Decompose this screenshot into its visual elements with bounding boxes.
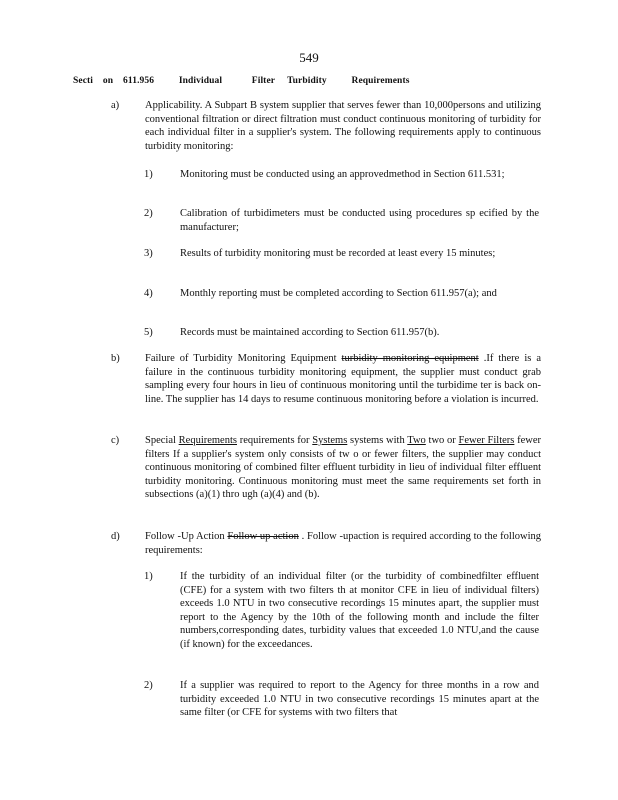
section-heading: Secti on 611.956 Individual Filter Turbidity Requirements bbox=[73, 76, 410, 86]
deleted-text: Follow up action bbox=[227, 531, 299, 542]
item-d-1-text: If the turbidity of an individual filter (or the turbidity of combinedfilter effluent (CFE) for a system with two filters th at monitor CFE in lieu of individual filters) exceeds 1.0 NTU in two consecutive recordings 15 minutes apart, the supplier must report to the Agency by the 10th of the following month and include the filter numbers,corresponding dates, turbidity values that exceeded 1.0 NTU,and the cause (if known) for the exceedances. bbox=[180, 571, 539, 650]
item-a-1-label: 1) bbox=[144, 169, 153, 180]
item-d-2-text: If a supplier was required to report to the Agency for three months in a row and turbidity exceeded 1.0 NTU in two consecutive recordings 15 minutes apart at the same filter (or CFE for systems with two filters that bbox=[180, 680, 539, 719]
inserted-text: Systems bbox=[312, 435, 348, 446]
item-a-label: a) bbox=[111, 100, 120, 111]
item-d-text: Follow -Up Action Follow up action . Follow -upaction is required according to the following requirements: bbox=[145, 531, 541, 556]
inserted-text: Two bbox=[407, 435, 426, 446]
page-number: 549 bbox=[299, 50, 319, 65]
item-d-2-label: 2) bbox=[144, 680, 153, 691]
item-a-5-text: Records must be maintained according to Section 611.957(b). bbox=[180, 327, 440, 338]
item-a-text: Applicability. A Subpart B system supplier that serves fewer than 10,000persons and utilizing conventional filtration or direct filtration must conduct continuous monitoring of turbidity for each individual filter in a supplier's system. The following requirements apply to continuous turbidity monitoring: bbox=[145, 100, 541, 152]
item-a-1-text: Monitoring must be conducted using an approvedmethod in Section 611.531; bbox=[180, 169, 505, 180]
item-a-2-label: 2) bbox=[144, 208, 153, 219]
item-c-text: Special Requirements requirements for Systems systems with Two two or Fewer Filters fewer filters If a supplier's system only consists of tw o or fewer filters, the supplier may conduct continuous monitoring of combined filter effluent turbidity in lieu of individual filter effluent turbidity monitoring. Continuous monitoring must meet the same requirements set forth in subsections (a)(1) thro ugh (a)(4) and (b). bbox=[145, 435, 542, 501]
deleted-text: turbidity monitoring equipment bbox=[341, 353, 479, 364]
item-a-3-label: 3) bbox=[144, 248, 153, 259]
inserted-text: Requirements bbox=[178, 435, 237, 446]
inserted-text: Fewer Filters bbox=[458, 435, 515, 446]
item-c-label: c) bbox=[111, 435, 120, 446]
item-a-3-text: Results of turbidity monitoring must be recorded at least every 15 minutes; bbox=[180, 248, 496, 259]
item-d-1-label: 1) bbox=[144, 571, 153, 582]
item-a-4-label: 4) bbox=[144, 288, 153, 299]
item-a-4-text: Monthly reporting must be completed according to Section 611.957(a); and bbox=[180, 288, 497, 299]
item-b-text: Failure of Turbidity Monitoring Equipment turbidity monitoring equipment .If there is a failure in the continuous turbidity monitoring equipment, the supplier must conduct grab sampling every four hours in lieu of continuous monitoring until the turbidime ter is back on-line. The supplier has 14 days to resume continuous monitoring before a violation is incurred. bbox=[145, 353, 541, 405]
item-d-label: d) bbox=[111, 531, 120, 542]
item-a-2-text: Calibration of turbidimeters must be conducted using procedures sp ecified by the manufacturer; bbox=[180, 208, 539, 233]
item-a-5-label: 5) bbox=[144, 327, 153, 338]
item-b-label: b) bbox=[111, 353, 120, 364]
